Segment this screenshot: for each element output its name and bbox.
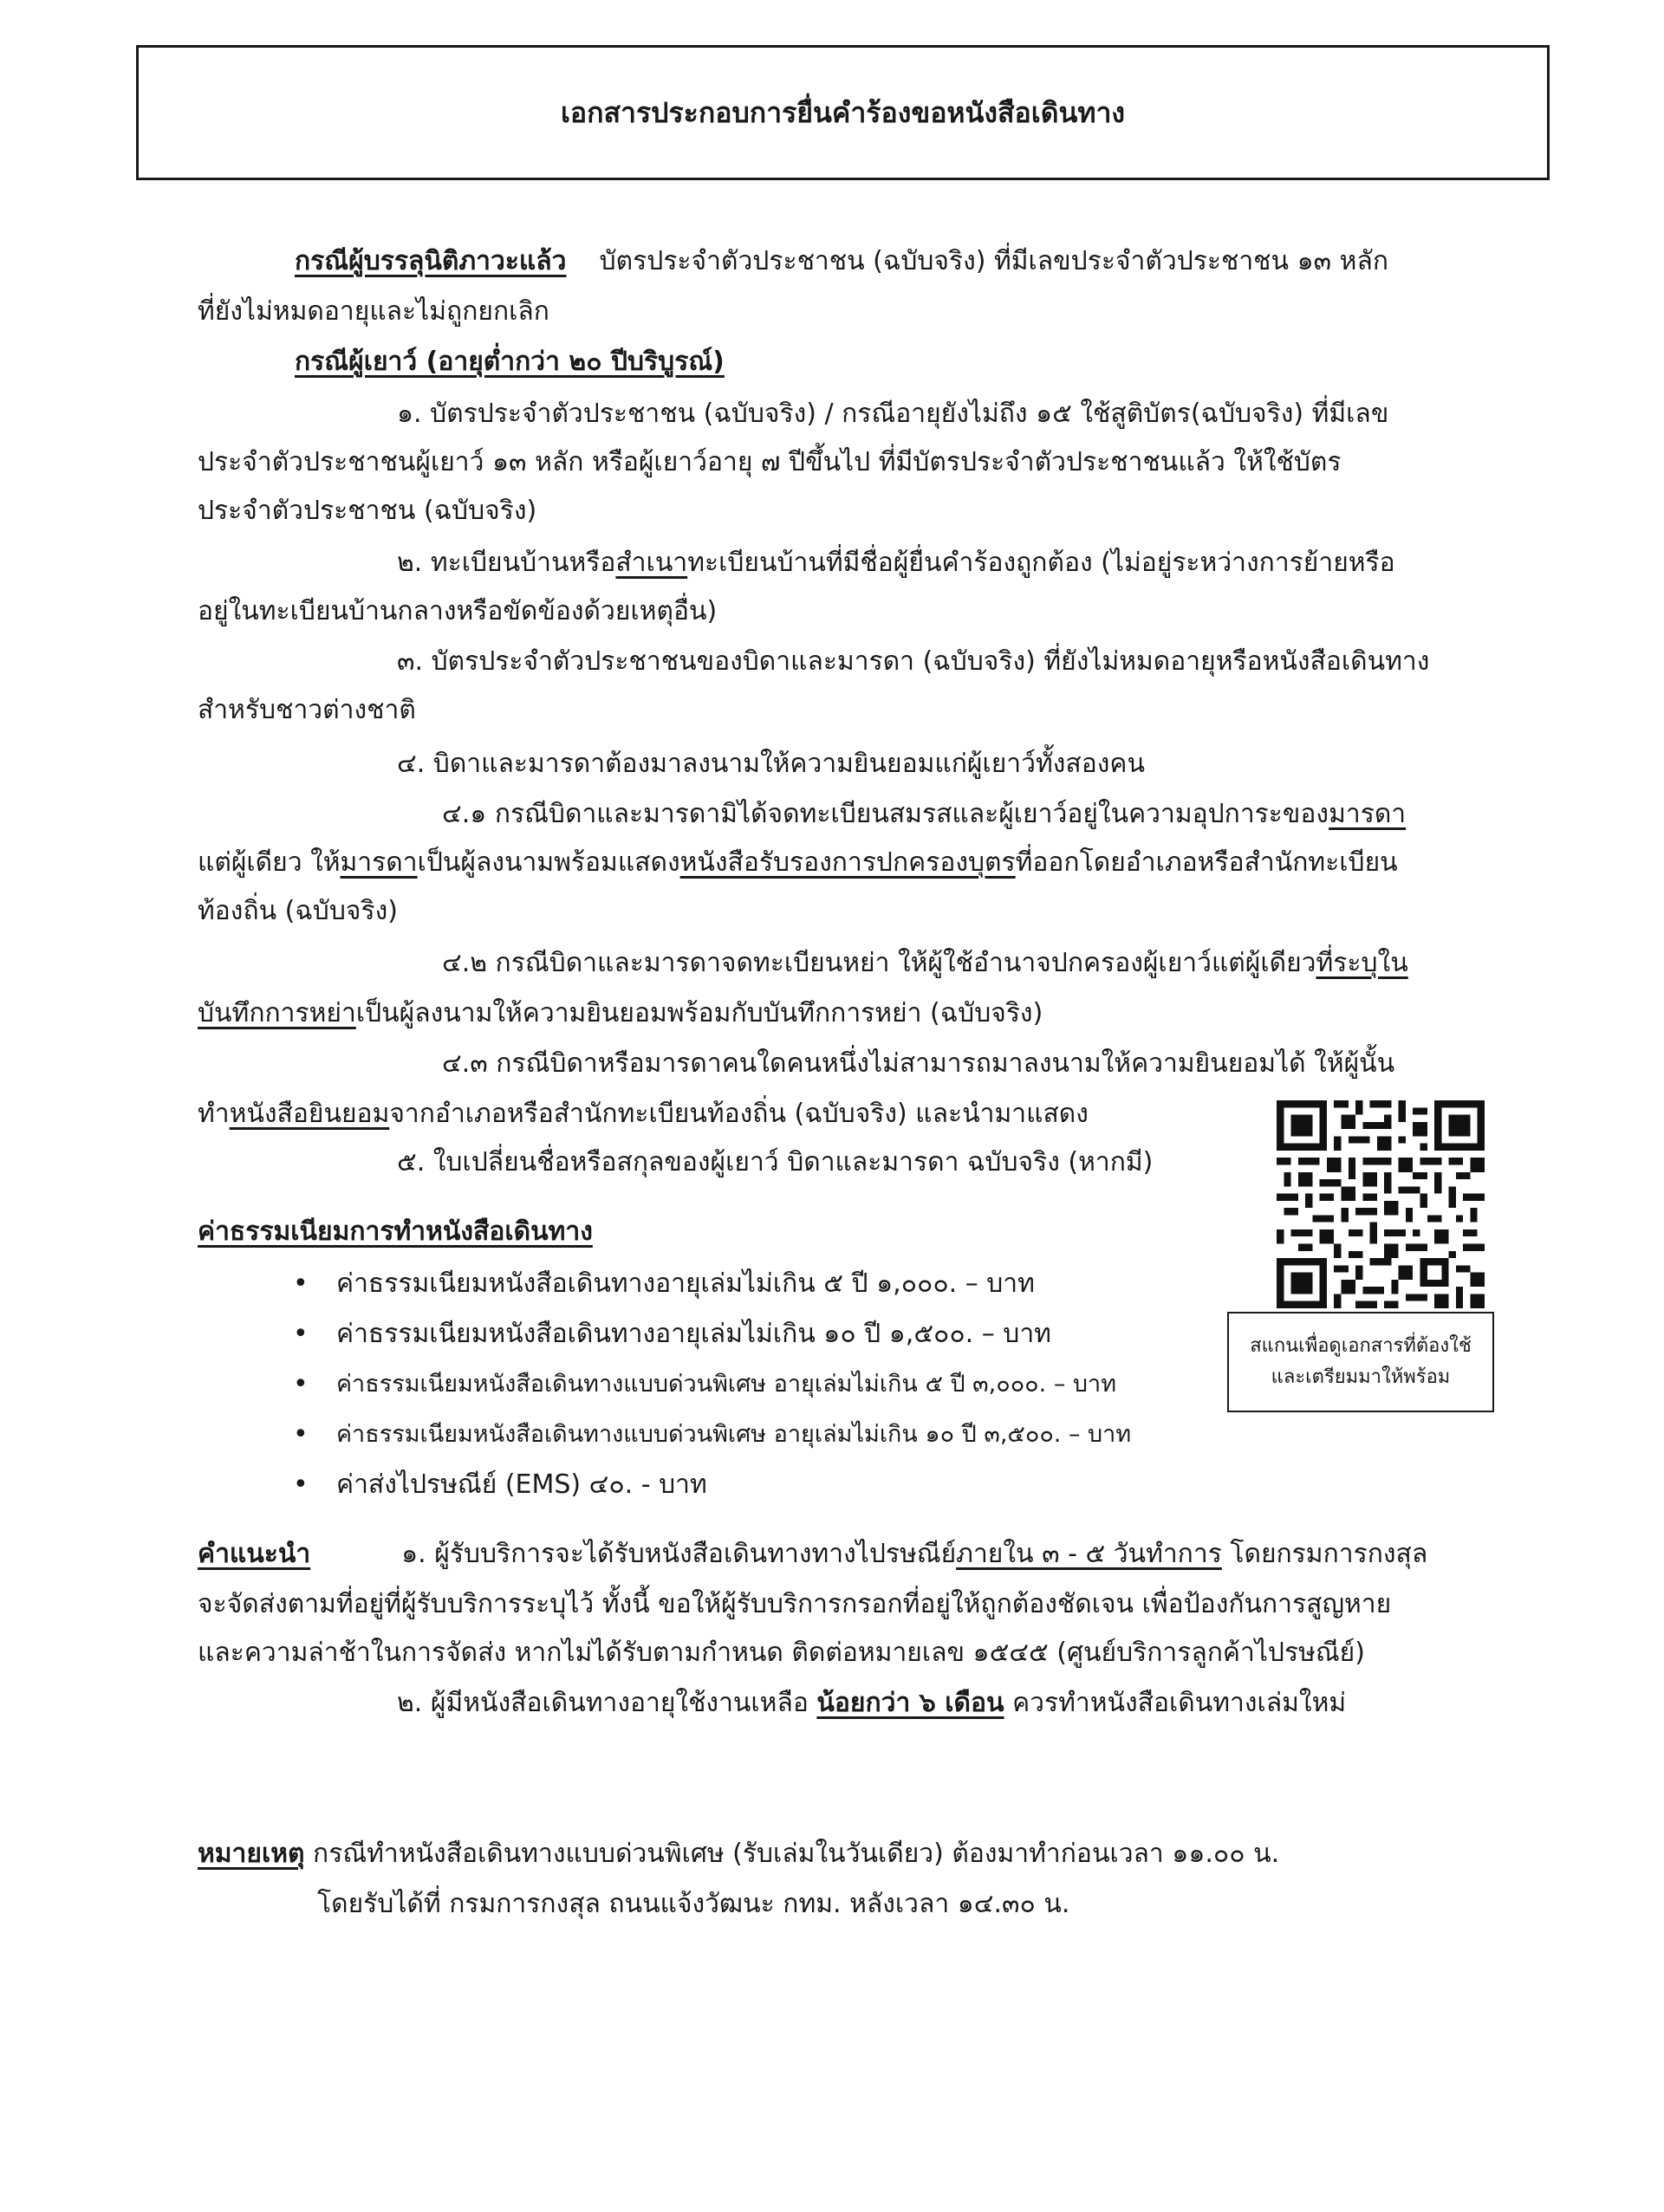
advice-line-4-underlined: น้อยกว่า ๖ เดือน (816, 1688, 1004, 1718)
note-line-2: โดยรับได้ที่ กรมการกงสุล ถนนแจ้งวัฒนะ กทม. หลังเวลา ๑๔.๓๐ น. (317, 1889, 1070, 1919)
minor-item-4-1-l2-b: เป็นผู้ลงนามพร้อมแสดง (417, 847, 680, 878)
fee-item-3: ค่าธรรมเนียมหนังสือเดินทางแบบด่วนพิเศษ อายุเล่มไม่เกิน ๕ ปี ๓,๐๐๐. – บาท (336, 1371, 1117, 1398)
minor-item-3-line-1: ๓. บัตรประจำตัวประชาชนของบิดาและมารดา (ฉบับจริง) ที่ยังไม่หมดอายุหรือหนังสือเดินทาง (397, 646, 1430, 677)
minor-item-2-a: ๒. ทะเบียนบ้านหรือ (397, 548, 616, 578)
fee-bullet-5: • (293, 1469, 309, 1500)
minor-item-4-3-l2-b: จากอำเภอหรือสำนักทะเบียนท้องถิ่น (ฉบับจริง) และนำมาแสดง (389, 1099, 1089, 1129)
qr-caption-line-2: และเตรียมมาให้พร้อม (1271, 1366, 1451, 1388)
minor-item-4-2-line-1 (442, 946, 1408, 981)
advice-line-1-a: ๑. ผู้รับบริการจะได้รับหนังสือเดินทางทางไปรษณีย์ (401, 1539, 957, 1569)
qr-caption-box (1227, 1312, 1494, 1412)
note-line-1-text: กรณีทำหนังสือเดินทางแบบด่วนพิเศษ (รับเล่มในวันเดียว) ต้องมาทำก่อนเวลา ๑๑.๐๐ น. (304, 1839, 1280, 1869)
advice-heading: คำแนะนำ (198, 1539, 311, 1569)
advice-line-1 (198, 1537, 1427, 1572)
minor-item-4-2-line-2 (198, 996, 1043, 1031)
minor-item-4-1-a: ๔.๑ กรณีบิดาและมารดามิได้จดทะเบียนสมรสและผู้เยาว์อยู่ในความอุปการะของ (442, 799, 1329, 829)
minor-item-2-line-1 (397, 546, 1395, 581)
qr-caption-line-1: สแกนเพื่อดูเอกสารที่ต้องใช้ (1250, 1335, 1472, 1357)
advice-line-4 (397, 1686, 1346, 1721)
fee-item-5: ค่าส่งไปรษณีย์ (EMS) ๔๐. - บาท (336, 1469, 707, 1500)
fee-bullet-4: • (293, 1419, 309, 1450)
note-heading: หมายเหตุ (198, 1839, 305, 1869)
minor-item-4-3-l2-a: ทำ (198, 1099, 230, 1129)
minor-item-5: ๕. ใบเปลี่ยนชื่อหรือสกุลของผู้เยาว์ บิดาและมารดา ฉบับจริง (หากมี) (397, 1147, 1154, 1177)
minor-item-4-1-l2-a: แต่ผู้เดียว ให้ (198, 847, 341, 878)
minor-item-4-2-l2-underlined: บันทึกการหย่า (198, 998, 356, 1028)
qr-code-icon (1277, 1100, 1485, 1308)
minor-item-4-1-line-1 (442, 797, 1406, 832)
fee-item-1: ค่าธรรมเนียมหนังสือเดินทางอายุเล่มไม่เกิน ๕ ปี ๑,๐๐๐. – บาท (336, 1268, 1035, 1299)
advice-line-3: และความล่าช้าในการจัดส่ง หากไม่ได้รับตามกำหนด ติดต่อหมายเลข ๑๕๔๕ (ศูนย์บริการลูกค้าไปรษณีย์) (198, 1638, 1365, 1668)
minor-item-4-1-l2-underlined-1: มารดา (340, 847, 418, 878)
adult-heading: กรณีผู้บรรลุนิติภาวะแล้ว (295, 246, 567, 276)
note-line-1 (198, 1837, 1279, 1871)
fee-item-4: ค่าธรรมเนียมหนังสือเดินทางแบบด่วนพิเศษ อายุเล่มไม่เกิน ๑๐ ปี ๓,๕๐๐. – บาท (336, 1421, 1132, 1448)
adult-line-1 (295, 244, 1388, 279)
minor-item-1-line-2: ประจำตัวประชาชนผู้เยาว์ ๑๓ หลัก หรือผู้เยาว์อายุ ๗ ปีขึ้นไป ที่มีบัตรประจำตัวประชาชนแล้ว ให้ใช้บัตร (198, 447, 1342, 477)
fee-bullet-3: • (293, 1369, 309, 1399)
document-title: เอกสารประกอบการยื่นคำร้องขอหนังสือเดินทาง (560, 95, 1126, 129)
advice-line-2: จะจัดส่งตามที่อยู่ที่ผู้รับบริการระบุไว้ ทั้งนี้ ขอให้ผู้รับบริการกรอกที่อยู่ให้ถูกต้องชัดเจน เพื่อป้องกันการสูญหาย (198, 1589, 1392, 1619)
minor-item-4-1-l2-underlined-2: หนังสือรับรองการปกครองบุตร (679, 847, 1016, 878)
fees-heading: ค่าธรรมเนียมการทำหนังสือเดินทาง (198, 1216, 593, 1247)
minor-item-2-underlined: สำเนา (615, 548, 688, 578)
minor-item-4-1-line-2 (198, 846, 1398, 880)
minor-item-4-2-a: ๔.๒ กรณีบิดาและมารดาจดทะเบียนหย่า ให้ผู้ใช้อำนาจปกครองผู้เยาว์แต่ผู้เดียว (442, 948, 1316, 978)
minor-item-2-line-2: อยู่ในทะเบียนบ้านกลางหรือขัดข้องด้วยเหตุอื่น) (198, 596, 718, 626)
minor-item-3-line-2: สำหรับชาวต่างชาติ (198, 695, 416, 725)
minor-heading: กรณีผู้เยาว์ (อายุต่ำกว่า ๒๐ ปีบริบูรณ์) (295, 347, 725, 377)
minor-item-2-b: ทะเบียนบ้านที่มีชื่อผู้ยื่นคำร้องถูกต้อง (ไม่อยู่ระหว่างการย้ายหรือ (687, 548, 1395, 578)
minor-item-4-3-line-2 (198, 1097, 1089, 1132)
minor-item-4: ๔. บิดาและมารดาต้องมาลงนามให้ความยินยอมแก่ผู้เยาว์ทั้งสองคน (397, 749, 1145, 779)
minor-item-4-3-line-1: ๔.๓ กรณีบิดาหรือมารดาคนใดคนหนึ่งไม่สามารถมาลงนามให้ความยินยอมได้ ให้ผู้นั้น (442, 1048, 1395, 1079)
minor-item-4-2-l2-b: เป็นผู้ลงนามให้ความยินยอมพร้อมกับบันทึกการหย่า (ฉบับจริง) (355, 998, 1043, 1028)
minor-item-4-1-underlined: มารดา (1329, 799, 1407, 829)
minor-item-4-1-l2-c: ที่ออกโดยอำเภอหรือสำนักทะเบียน (1015, 847, 1398, 878)
minor-item-1-line-1: ๑. บัตรประจำตัวประชาชน (ฉบับจริง) / กรณีอายุยังไม่ถึง ๑๕ ใช้สูติบัตร(ฉบับจริง) ที่มีเลข (397, 399, 1389, 429)
minor-item-1-line-3: ประจำตัวประชาชน (ฉบับจริง) (198, 496, 537, 526)
fee-bullet-2: • (293, 1319, 309, 1349)
advice-line-4-a: ๒. ผู้มีหนังสือเดินทางอายุใช้งานเหลือ (397, 1688, 817, 1718)
minor-item-4-3-l2-underlined: หนังสือยินยอม (229, 1099, 390, 1129)
title-box (136, 45, 1550, 180)
minor-item-4-1-line-3: ท้องถิ่น (ฉบับจริง) (198, 896, 398, 926)
fee-item-2: ค่าธรรมเนียมหนังสือเดินทางอายุเล่มไม่เกิน ๑๐ ปี ๑,๕๐๐. – บาท (336, 1319, 1051, 1349)
advice-line-4-b: ควรทำหนังสือเดินทางเล่มใหม่ (1004, 1688, 1347, 1718)
adult-text-2: ที่ยังไม่หมดอายุและไม่ถูกยกเลิก (198, 296, 549, 327)
adult-text-1: บัตรประจำตัวประชาชน (ฉบับจริง) ที่มีเลขประจำตัวประชาชน ๑๓ หลัก (599, 246, 1388, 276)
fee-bullet-1: • (293, 1268, 309, 1299)
advice-line-1-underlined: ภายใน ๓ - ๕ วันทำการ (956, 1539, 1222, 1569)
minor-item-4-2-underlined: ที่ระบุใน (1316, 948, 1408, 978)
advice-line-1-b: โดยกรมการกงสุล (1221, 1539, 1428, 1569)
